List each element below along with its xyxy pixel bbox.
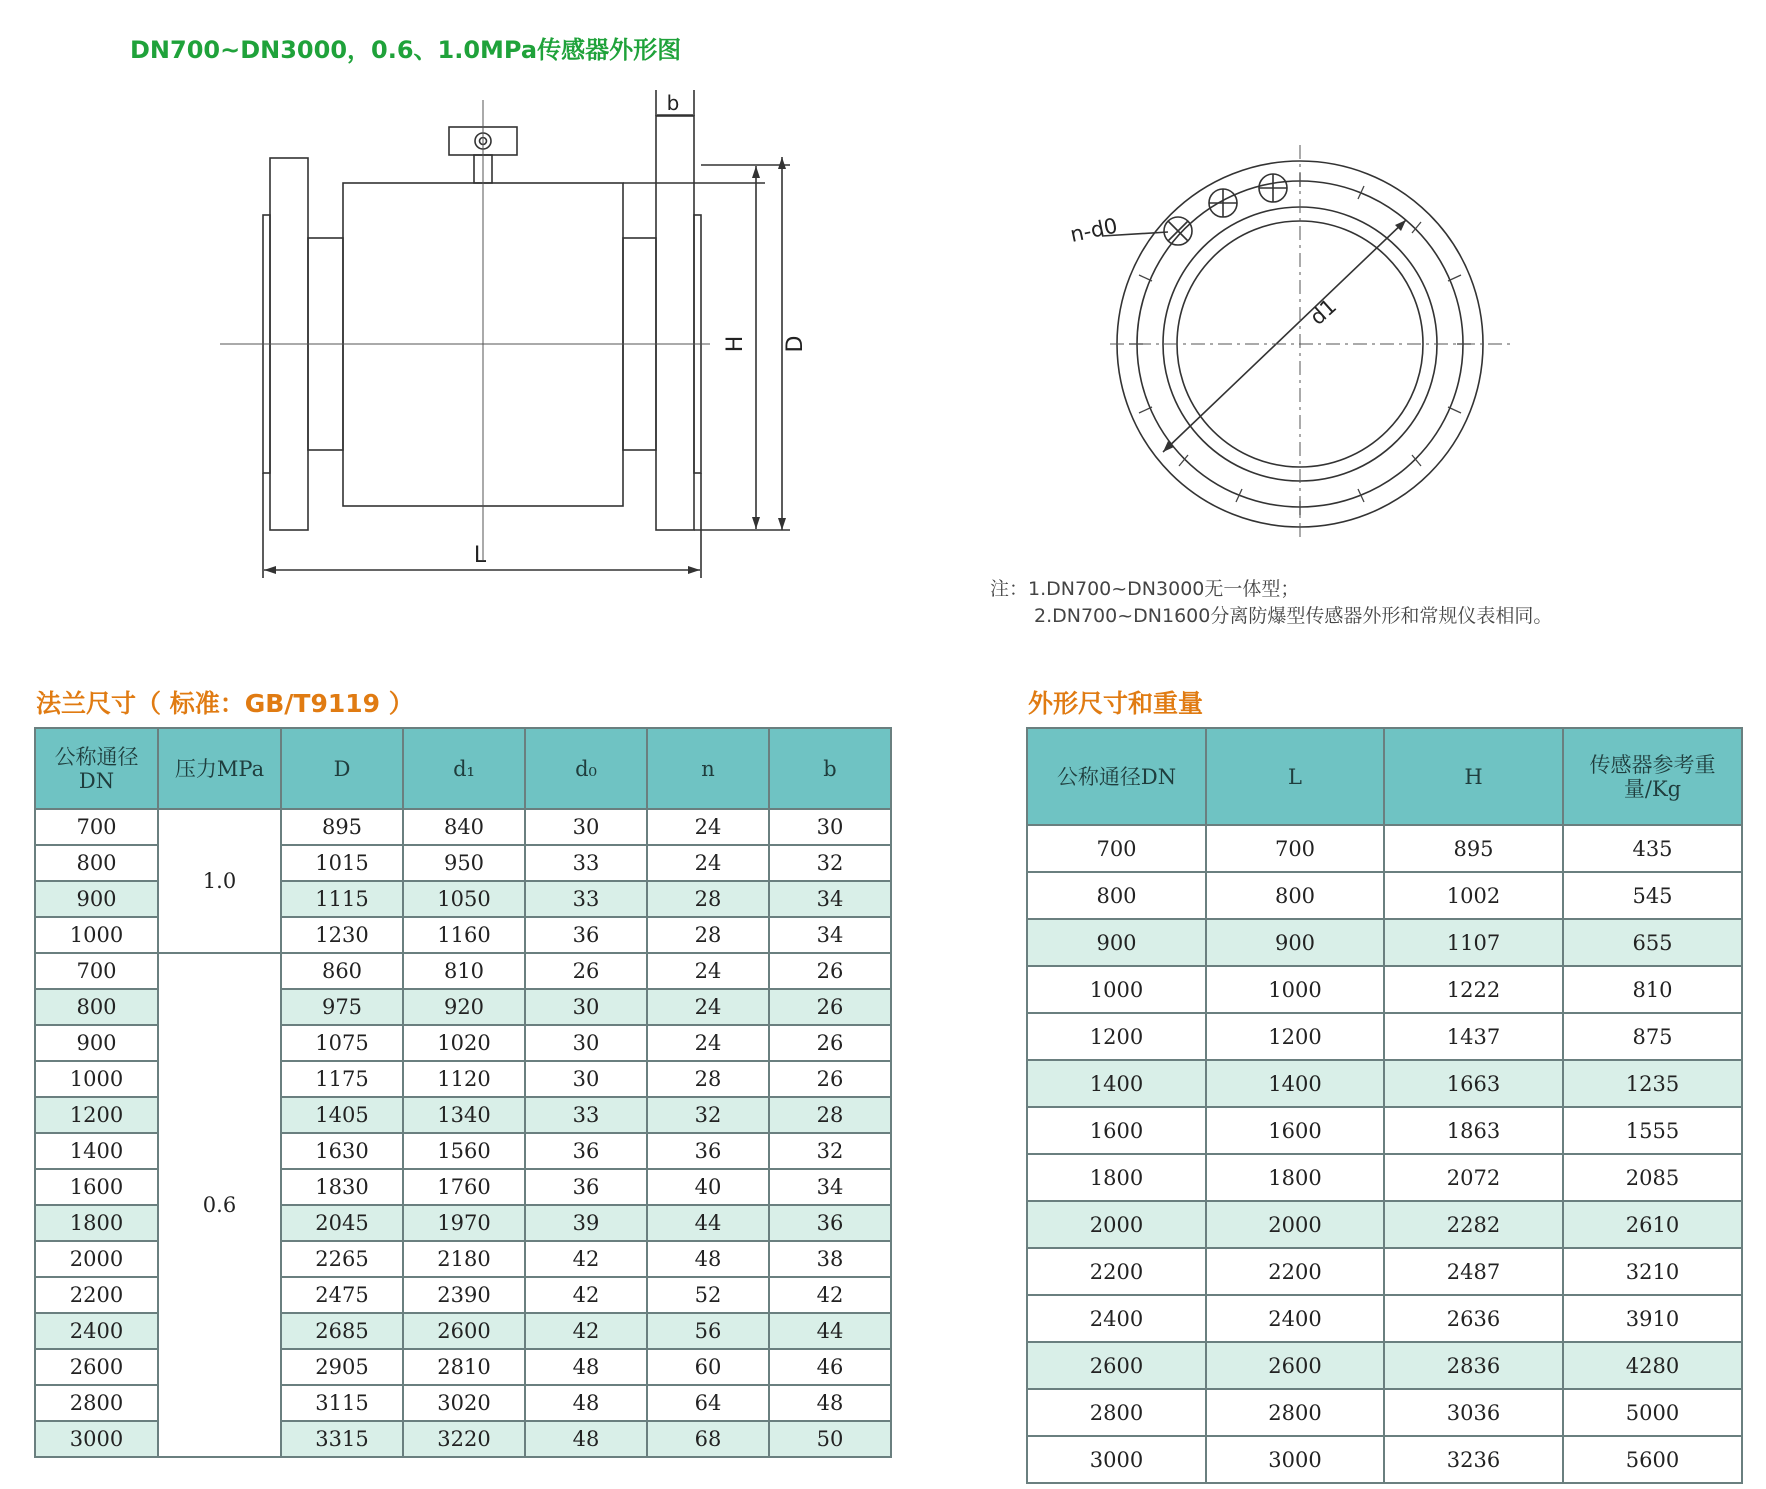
table-row <box>1027 919 1742 966</box>
cell-value: 1340 <box>403 1097 525 1133</box>
cell-value: 33 <box>525 845 647 881</box>
cell-value: 3000 <box>1206 1436 1384 1483</box>
cell-value: 1863 <box>1384 1107 1563 1154</box>
cell-value: 1630 <box>281 1133 403 1169</box>
cell-value: 1600 <box>1027 1107 1206 1154</box>
cell-value: 800 <box>1206 872 1384 919</box>
cell-value: 34 <box>769 1169 891 1205</box>
cell-value: 68 <box>647 1421 769 1457</box>
cell-value: 4280 <box>1563 1342 1742 1389</box>
cell-dn: 700 <box>35 953 158 989</box>
cell-value: 42 <box>769 1277 891 1313</box>
cell-value: 32 <box>647 1097 769 1133</box>
flange-header-4: d₀ <box>525 728 647 809</box>
cell-value: 28 <box>769 1097 891 1133</box>
cell-value: 48 <box>525 1385 647 1421</box>
cell-value: 2610 <box>1563 1201 1742 1248</box>
cell-value: 36 <box>525 1133 647 1169</box>
cell-value: 2836 <box>1384 1342 1563 1389</box>
table-row <box>1027 966 1742 1013</box>
cell-dn: 2800 <box>35 1385 158 1421</box>
cell-value: 810 <box>403 953 525 989</box>
cell-value: 860 <box>281 953 403 989</box>
table-row <box>1027 1389 1742 1436</box>
dim-label-b: b <box>666 91 680 115</box>
cell-value: 1800 <box>1027 1154 1206 1201</box>
cell-value: 2180 <box>403 1241 525 1277</box>
table-row <box>35 953 891 989</box>
cell-value: 2000 <box>1027 1201 1206 1248</box>
table-row <box>35 809 891 845</box>
label-n-d0: n-d0 <box>1068 213 1120 247</box>
cell-value: 26 <box>525 953 647 989</box>
cell-value: 2600 <box>403 1313 525 1349</box>
cell-value: 1663 <box>1384 1060 1563 1107</box>
dimension-header-1: L <box>1206 728 1384 825</box>
table-row <box>1027 1342 1742 1389</box>
cell-dn: 900 <box>35 881 158 917</box>
cell-value: 42 <box>525 1241 647 1277</box>
table-row <box>1027 1154 1742 1201</box>
cell-value: 1560 <box>403 1133 525 1169</box>
cell-value: 2072 <box>1384 1154 1563 1201</box>
cell-value: 48 <box>525 1349 647 1385</box>
cell-value: 44 <box>769 1313 891 1349</box>
cell-value: 2905 <box>281 1349 403 1385</box>
cell-value: 30 <box>525 1061 647 1097</box>
cell-value: 40 <box>647 1169 769 1205</box>
cell-dn: 3000 <box>35 1421 158 1457</box>
cell-value: 1020 <box>403 1025 525 1061</box>
cell-value: 435 <box>1563 825 1742 872</box>
cell-value: 1400 <box>1206 1060 1384 1107</box>
cell-value: 42 <box>525 1313 647 1349</box>
sensor-side-view-drawing <box>220 90 840 600</box>
cell-value: 32 <box>769 845 891 881</box>
cell-value: 26 <box>769 1025 891 1061</box>
cell-dn: 1000 <box>35 917 158 953</box>
cell-value: 34 <box>769 917 891 953</box>
flange-front-view-drawing <box>1050 140 1520 540</box>
cell-value: 3236 <box>1384 1436 1563 1483</box>
cell-value: 1830 <box>281 1169 403 1205</box>
notes <box>990 576 1552 630</box>
cell-value: 24 <box>647 989 769 1025</box>
cell-dn: 900 <box>35 1025 158 1061</box>
table-row <box>1027 1295 1742 1342</box>
cell-dn: 1600 <box>35 1169 158 1205</box>
cell-value: 975 <box>281 989 403 1025</box>
cell-value: 52 <box>647 1277 769 1313</box>
cell-value: 3315 <box>281 1421 403 1457</box>
cell-value: 2200 <box>1206 1248 1384 1295</box>
cell-value: 1437 <box>1384 1013 1563 1060</box>
cell-value: 28 <box>647 881 769 917</box>
cell-value: 545 <box>1563 872 1742 919</box>
cell-value: 38 <box>769 1241 891 1277</box>
cell-value: 1000 <box>1027 966 1206 1013</box>
cell-value: 24 <box>647 809 769 845</box>
cell-value: 2200 <box>1027 1248 1206 1295</box>
cell-value: 1200 <box>1206 1013 1384 1060</box>
cell-value: 2810 <box>403 1349 525 1385</box>
cell-value: 1800 <box>1206 1154 1384 1201</box>
label-d1: d1 <box>1305 294 1342 330</box>
cell-value: 5000 <box>1563 1389 1742 1436</box>
cell-value: 1400 <box>1027 1060 1206 1107</box>
cell-dn: 2200 <box>35 1277 158 1313</box>
cell-value: 46 <box>769 1349 891 1385</box>
cell-value: 36 <box>525 1169 647 1205</box>
dim-label-H: H <box>723 335 748 353</box>
cell-value: 895 <box>1384 825 1563 872</box>
flange-header-6: b <box>769 728 891 809</box>
cell-value: 840 <box>403 809 525 845</box>
cell-value: 26 <box>769 989 891 1025</box>
table-row <box>1027 872 1742 919</box>
cell-value: 48 <box>525 1421 647 1457</box>
cell-value: 2487 <box>1384 1248 1563 1295</box>
cell-value: 1050 <box>403 881 525 917</box>
cell-value: 30 <box>769 809 891 845</box>
cell-value: 810 <box>1563 966 1742 1013</box>
cell-value: 1600 <box>1206 1107 1384 1154</box>
cell-value: 36 <box>647 1133 769 1169</box>
cell-value: 3210 <box>1563 1248 1742 1295</box>
cell-value: 2000 <box>1206 1201 1384 1248</box>
cell-value: 1160 <box>403 917 525 953</box>
cell-dn: 2400 <box>35 1313 158 1349</box>
cell-value: 24 <box>647 1025 769 1061</box>
flange-header-3: d₁ <box>403 728 525 809</box>
flange-header-5: n <box>647 728 769 809</box>
cell-value: 1000 <box>1206 966 1384 1013</box>
cell-value: 875 <box>1563 1013 1742 1060</box>
cell-value: 5600 <box>1563 1436 1742 1483</box>
cell-dn: 1000 <box>35 1061 158 1097</box>
cell-value: 800 <box>1027 872 1206 919</box>
cell-value: 26 <box>769 1061 891 1097</box>
dimension-header-3: 传感器参考重量/Kg <box>1563 728 1742 825</box>
cell-dn: 800 <box>35 845 158 881</box>
cell-value: 24 <box>647 953 769 989</box>
flange-size-table <box>34 727 892 1458</box>
cell-value: 1235 <box>1563 1060 1742 1107</box>
cell-value: 39 <box>525 1205 647 1241</box>
cell-value: 3020 <box>403 1385 525 1421</box>
cell-value: 2600 <box>1027 1342 1206 1389</box>
cell-value: 60 <box>647 1349 769 1385</box>
cell-value: 3115 <box>281 1385 403 1421</box>
cell-value: 895 <box>281 809 403 845</box>
cell-pressure: 1.0 <box>158 809 281 953</box>
cell-value: 920 <box>403 989 525 1025</box>
page-title: DN700~DN3000，0.6、1.0MPa传感器外形图 <box>130 36 682 64</box>
cell-dn: 2600 <box>35 1349 158 1385</box>
cell-value: 33 <box>525 1097 647 1133</box>
cell-value: 2475 <box>281 1277 403 1313</box>
cell-dn: 700 <box>35 809 158 845</box>
cell-value: 36 <box>769 1205 891 1241</box>
cell-value: 1555 <box>1563 1107 1742 1154</box>
cell-dn: 800 <box>35 989 158 1025</box>
table-row <box>1027 1060 1742 1107</box>
cell-value: 950 <box>403 845 525 881</box>
cell-dn: 1800 <box>35 1205 158 1241</box>
cell-value: 655 <box>1563 919 1742 966</box>
dimension-weight-table <box>1026 727 1743 1484</box>
table-row <box>1027 1436 1742 1483</box>
cell-value: 30 <box>525 809 647 845</box>
cell-value: 900 <box>1206 919 1384 966</box>
cell-value: 1230 <box>281 917 403 953</box>
cell-value: 1200 <box>1027 1013 1206 1060</box>
cell-value: 2800 <box>1206 1389 1384 1436</box>
table-row <box>1027 1107 1742 1154</box>
note-line-2: 2.DN700~DN1600分离防爆型传感器外形和常规仪表相同。 <box>1034 605 1553 627</box>
cell-value: 56 <box>647 1313 769 1349</box>
cell-value: 900 <box>1027 919 1206 966</box>
cell-value: 64 <box>647 1385 769 1421</box>
cell-value: 2085 <box>1563 1154 1742 1201</box>
cell-value: 30 <box>525 1025 647 1061</box>
cell-value: 24 <box>647 845 769 881</box>
cell-value: 1115 <box>281 881 403 917</box>
cell-value: 44 <box>647 1205 769 1241</box>
cell-value: 1970 <box>403 1205 525 1241</box>
cell-value: 48 <box>769 1385 891 1421</box>
cell-value: 42 <box>525 1277 647 1313</box>
flange-header-2: D <box>281 728 403 809</box>
cell-value: 1002 <box>1384 872 1563 919</box>
cell-value: 2282 <box>1384 1201 1563 1248</box>
cell-value: 2400 <box>1206 1295 1384 1342</box>
cell-dn: 1400 <box>35 1133 158 1169</box>
cell-value: 28 <box>647 1061 769 1097</box>
dimension-header-0: 公称通径DN <box>1027 728 1206 825</box>
cell-dn: 2000 <box>35 1241 158 1277</box>
cell-value: 1107 <box>1384 919 1563 966</box>
cell-value: 32 <box>769 1133 891 1169</box>
cell-value: 34 <box>769 881 891 917</box>
cell-pressure: 0.6 <box>158 953 281 1457</box>
cell-value: 1120 <box>403 1061 525 1097</box>
cell-value: 3910 <box>1563 1295 1742 1342</box>
cell-value: 1015 <box>281 845 403 881</box>
cell-value: 50 <box>769 1421 891 1457</box>
cell-value: 2400 <box>1027 1295 1206 1342</box>
cell-value: 1075 <box>281 1025 403 1061</box>
cell-value: 2800 <box>1027 1389 1206 1436</box>
cell-value: 700 <box>1206 825 1384 872</box>
cell-value: 33 <box>525 881 647 917</box>
cell-value: 28 <box>647 917 769 953</box>
cell-value: 700 <box>1027 825 1206 872</box>
cell-value: 3036 <box>1384 1389 1563 1436</box>
cell-dn: 1200 <box>35 1097 158 1133</box>
table-row <box>1027 1013 1742 1060</box>
cell-value: 1405 <box>281 1097 403 1133</box>
cell-value: 1222 <box>1384 966 1563 1013</box>
cell-value: 30 <box>525 989 647 1025</box>
cell-value: 2600 <box>1206 1342 1384 1389</box>
table-row <box>1027 1248 1742 1295</box>
table-row <box>1027 1201 1742 1248</box>
flange-header-1: 压力MPa <box>158 728 281 809</box>
cell-value: 3000 <box>1027 1436 1206 1483</box>
cell-value: 26 <box>769 953 891 989</box>
flange-table-title: 法兰尺寸（ 标准：GB/T9119 ） <box>36 689 414 718</box>
cell-value: 2265 <box>281 1241 403 1277</box>
note-line-1: 1.DN700~DN3000无一体型； <box>1028 578 1300 600</box>
cell-value: 2636 <box>1384 1295 1563 1342</box>
table-row <box>1027 825 1742 872</box>
cell-value: 36 <box>525 917 647 953</box>
cell-value: 2390 <box>403 1277 525 1313</box>
notes-prefix: 注： <box>990 578 1029 600</box>
dim-label-D: D <box>783 335 808 353</box>
cell-value: 3220 <box>403 1421 525 1457</box>
cell-value: 2045 <box>281 1205 403 1241</box>
cell-value: 1760 <box>403 1169 525 1205</box>
dimension-table-title: 外形尺寸和重量 <box>1028 689 1204 718</box>
dim-label-L: L <box>473 543 487 568</box>
flange-header-0: 公称通径DN <box>35 728 158 809</box>
dimension-header-2: H <box>1384 728 1563 825</box>
cell-value: 1175 <box>281 1061 403 1097</box>
cell-value: 2685 <box>281 1313 403 1349</box>
cell-value: 48 <box>647 1241 769 1277</box>
